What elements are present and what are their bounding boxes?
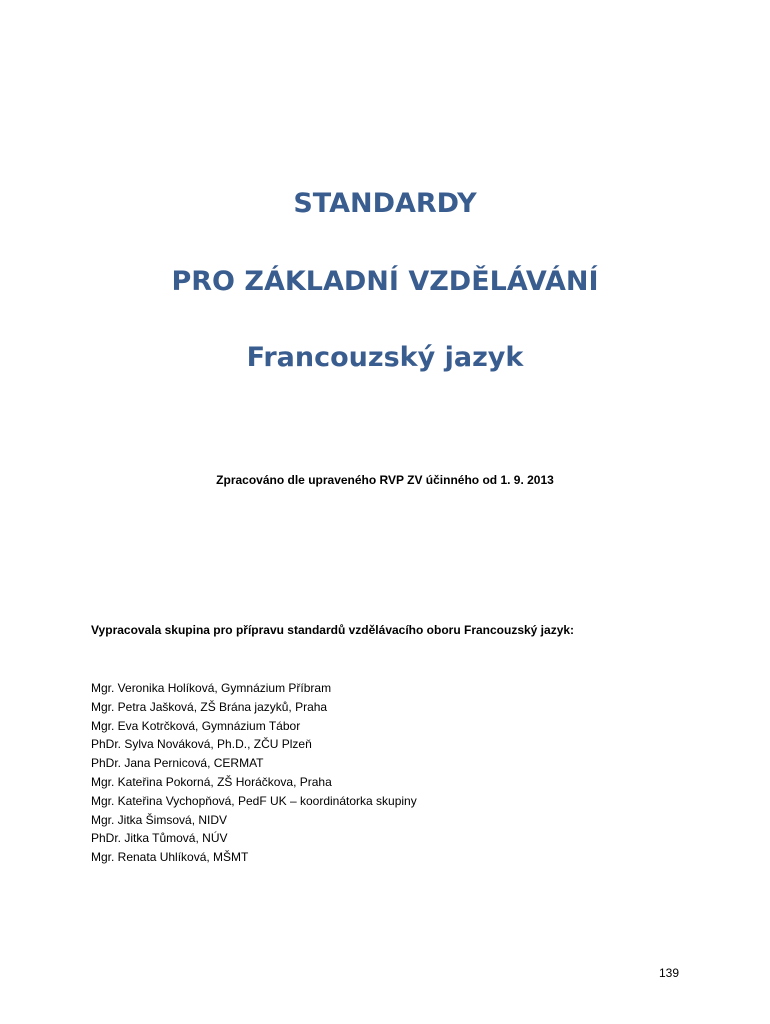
author-item: Mgr. Eva Kotrčková, Gymnázium Tábor bbox=[91, 718, 301, 733]
group-heading: Vypracovala skupina pro přípravu standardů vzdělávacího oboru Francouzský jazyk: bbox=[91, 623, 575, 637]
author-item: Mgr. Jitka Šimsová, NIDV bbox=[91, 812, 228, 827]
author-item: Mgr. Kateřina Pokorná, ZŠ Horáčkova, Praha bbox=[91, 774, 332, 789]
page-number: 139 bbox=[658, 966, 679, 980]
author-item: PhDr. Jana Pernicová, CERMAT bbox=[91, 756, 264, 771]
subtitle-rvp: Zpracováno dle upraveného RVP ZV účinného od 1. 9. 2013 bbox=[216, 473, 554, 487]
author-item: PhDr. Sylva Nováková, Ph.D., ZČU Plzeň bbox=[91, 737, 312, 752]
author-item: PhDr. Jitka Tůmová, NÚV bbox=[91, 831, 228, 846]
title-subject: Francouzský jazyk bbox=[246, 342, 524, 373]
author-item: Mgr. Renata Uhlíková, MŠMT bbox=[91, 850, 249, 865]
author-item: Mgr. Kateřina Vychopňová, PedF UK – koordinátorka skupiny bbox=[91, 793, 417, 808]
title-standardy: STANDARDY bbox=[293, 188, 477, 219]
author-item: Mgr. Petra Jašková, ZŠ Brána jazyků, Praha bbox=[91, 699, 328, 714]
author-item: Mgr. Veronika Holíková, Gymnázium Příbram bbox=[91, 681, 332, 695]
title-pro-zakladni-vzdelavani: PRO ZÁKLADNÍ VZDĚLÁVÁNÍ bbox=[171, 266, 599, 297]
author-list bbox=[91, 679, 417, 867]
